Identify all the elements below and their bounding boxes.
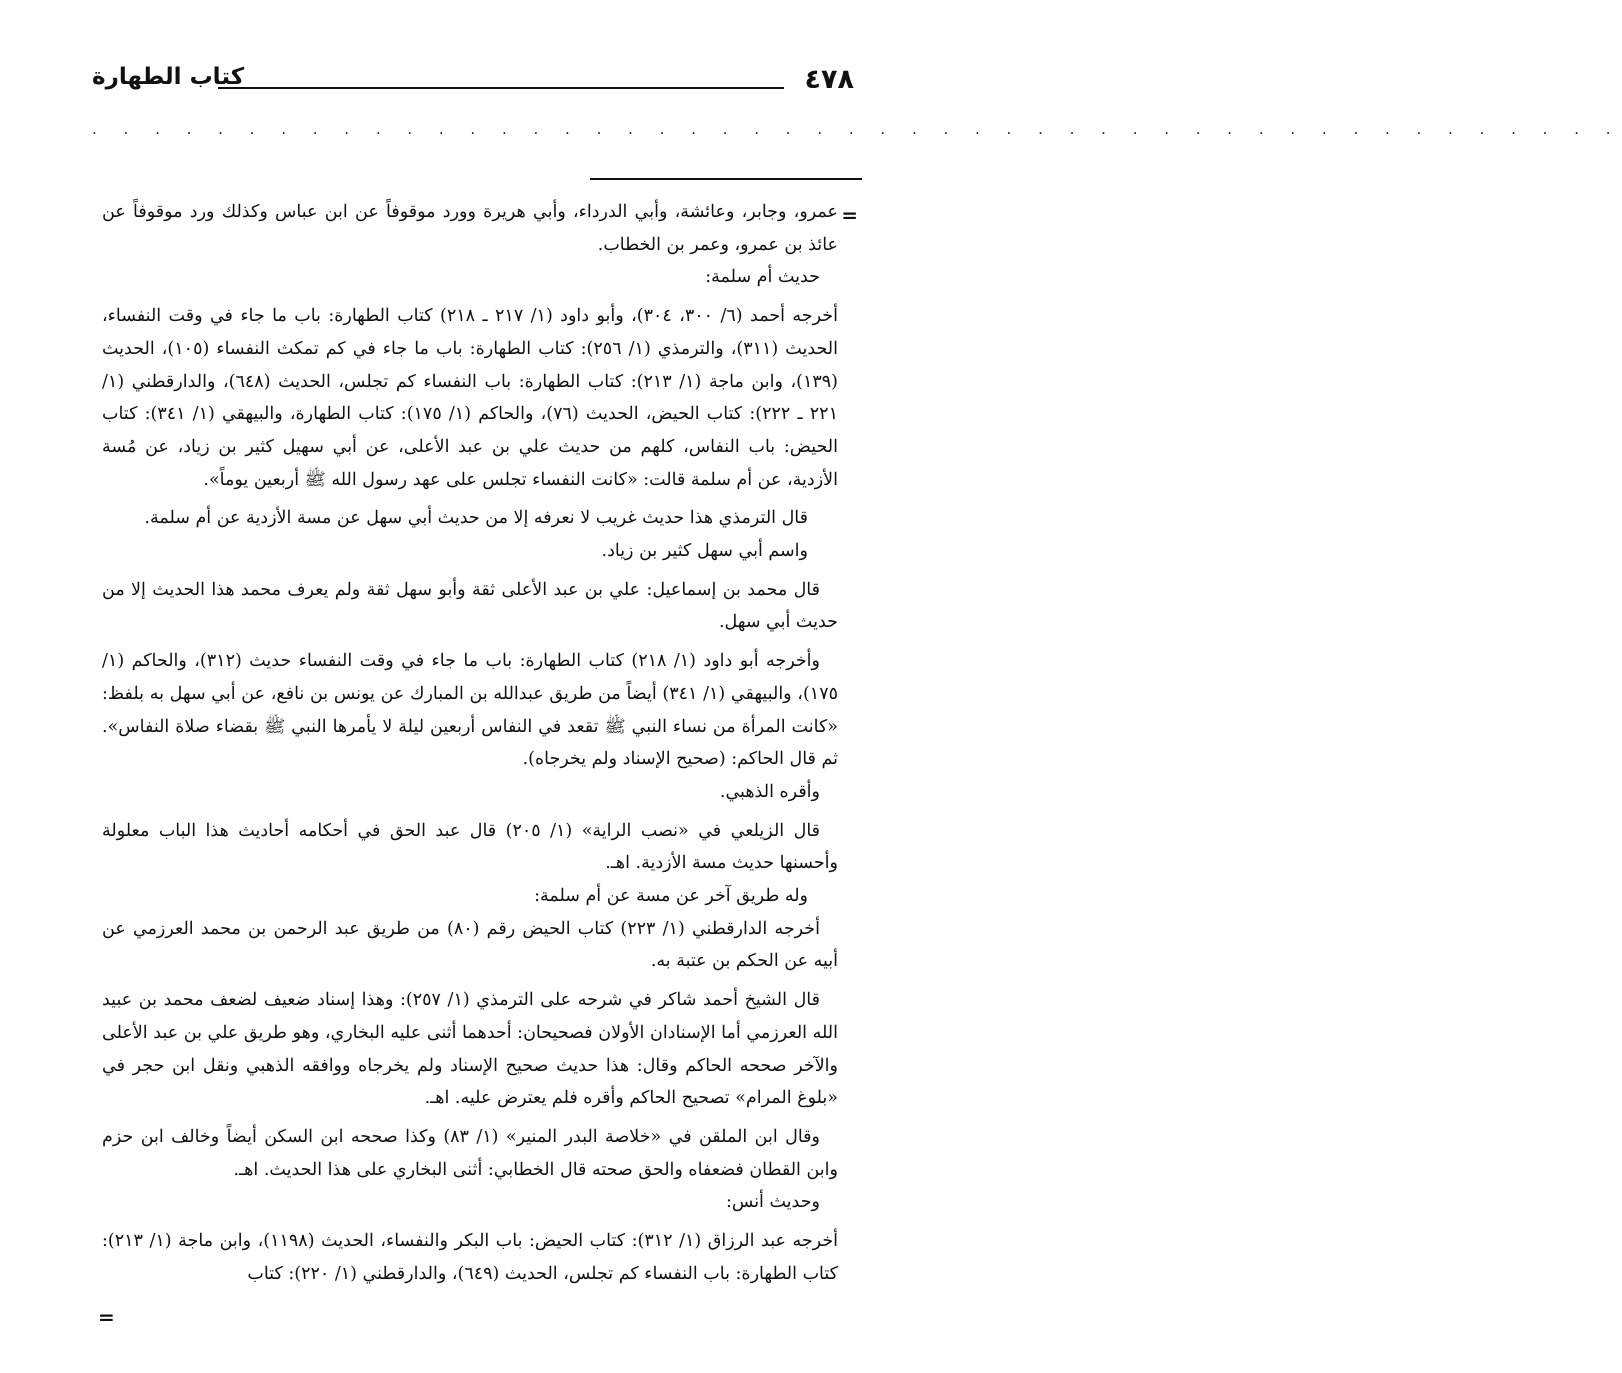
- footnote-body: [102, 196, 838, 1291]
- dotted-separator: . . . . . . . . . . . . . . . . . . . . . . . . . . . . . . . . . . . . . . . . . . . . . . . . .: [92, 120, 1622, 138]
- paragraph-zaylai: قال الزيلعي في «نصب الراية» (١/ ٢٠٥) قال عبد الحق في أحكامه أحاديث هذا الباب معلولة وأحسنها حديث مسة الأزدية. اهـ.: [102, 820, 838, 874]
- paragraph-abu-sahl-name: واسم أبي سهل كثير بن زياد.: [601, 541, 808, 562]
- page-header: [92, 62, 854, 102]
- paragraph-daraqutni: أخرجه الدارقطني (١/ ٢٢٣) كتاب الحيض رقم (٨٠) من طريق عبد الرحمن بن محمد العرزمي عن أبيه عن الحكم بن عتبة به.: [102, 918, 838, 972]
- paragraph-heading-anas: وحديث أنس:: [725, 1192, 820, 1213]
- paragraph-continuation: عمرو، وجابر، وعائشة، وأبي الدرداء، وأبي هريرة وورد موقوفاً عن ابن عباس وكذلك ورد موقوفاً عن عائذ بن عمرو، وعمر بن الخطاب.: [102, 202, 838, 255]
- paragraph-ibn-mulaqqin: وقال ابن الملقن في «خلاصة البدر المنير» (١/ ٨٣) وكذا صححه ابن السكن أيضاً وخالف ابن حزم وابن القطان فضعفاه والحق صحته قال الخطابي: أثنى البخاري على هذا الحديث. اهـ.: [102, 1126, 838, 1180]
- paragraph-shakir: قال الشيخ أحمد شاكر في شرحه على الترمذي (١/ ٢٥٧): وهذا إسناد ضعيف لضعف محمد بن عبيد الله العرزمي أما الإسنادان الأولان فصحيحان: أحدهما أثنى عليه البخاري، وهو طريق علي بن عبد الأعلى والآخر صححه الحاكم وقال: هذا حديث صحيح الإسناد ولم يخرجاه ووافقه الذهبي ونقل ابن حجر في «بلوغ المرام» تصحيح الحاكم وأقره فلم يعترض عليه. اهـ.: [102, 990, 838, 1109]
- paragraph-takhrij-abu-dawud: وأخرجه أبو داود (١/ ٢١٨) كتاب الطهارة: باب ما جاء في وقت النفساء حديث (٣١٢)، والحاكم (١/ ١٧٥)، والبيهقي (١/ ٣٤١) أيضاً من طريق عبدالله بن المبارك عن يونس بن نافع، عن أبي سهل به بلفظ: «كانت المرأة من نساء النبي ﷺ تقعد في النفاس أربعين ليلة لا يأمرها النبي ﷺ بقضاء صلاة النفاس». ثم قال الحاكم: (صحيح الإسناد ولم يخرجاه).: [102, 651, 838, 770]
- header-rule: [218, 87, 784, 89]
- paragraph-takhrij-ahmad: أخرجه أحمد (٦/ ٣٠٠، ٣٠٤)، وأبو داود (١/ ٢١٧ ـ ٢١٨) كتاب الطهارة: باب ما جاء في وقت النفساء، الحديث (٣١١)، والترمذي (١/ ٢٥٦): كتاب الطهارة: باب ما جاء في كم تمكث النفساء (١٠٥)، الحديث (١٣٩)، وابن ماجة (١/ ٢١٣): كتاب الطهارة: باب النفساء كم تجلس، الحديث (٦٤٨)، والدارقطني (١/ ٢٢١ ـ ٢٢٢): كتاب الحيض، الحديث (٧٦)، والحاكم (١/ ١٧٥): كتاب الطهارة، والبيهقي (١/ ٣٤١): كتاب الحيض: باب النفاس، كلهم من حديث علي بن عبد الأعلى، عن أبي سهيل كثير بن زياد، عن مُسة الأزدية، عن أم سلمة قالت: «كانت النفساء تجلس على عهد رسول الله ﷺ أربعين يوماً».: [102, 306, 838, 490]
- paragraph-dhahabi: وأقره الذهبي.: [719, 781, 820, 802]
- paragraph-bukhari-comment: قال محمد بن إسماعيل: علي بن عبد الأعلى ثقة وأبو سهل ثقة ولم يعرف محمد هذا الحديث إلا من حديث أبي سهل.: [102, 579, 838, 633]
- footnote-rule: [590, 178, 862, 180]
- paragraph-other-route: وله طريق آخر عن مسة عن أم سلمة:: [534, 886, 808, 907]
- continuation-mark-bottom: =: [98, 1305, 115, 1329]
- paragraph-heading-umm-salama: حديث أم سلمة:: [705, 267, 820, 288]
- book-title: كتاب الطهارة: [92, 64, 245, 90]
- paragraph-takhrij-abd-razzaq: أخرجه عبد الرزاق (١/ ٣١٢): كتاب الحيض: باب البكر والنفساء، الحديث (١١٩٨)، وابن ماجة (١/ ٢١٣): كتاب الطهارة: باب النفساء كم تجلس، الحديث (٦٤٩)، والدارقطني (١/ ٢٢٠): كتاب: [102, 1231, 839, 1284]
- continuation-mark-top: =: [841, 203, 858, 227]
- paragraph-tirmidhi-comment: قال الترمذي هذا حديث غريب لا نعرفه إلا من حديث أبي سهل عن مسة الأزدية عن أم سلمة.: [144, 508, 808, 529]
- page-number: ٤٧٨: [804, 64, 854, 95]
